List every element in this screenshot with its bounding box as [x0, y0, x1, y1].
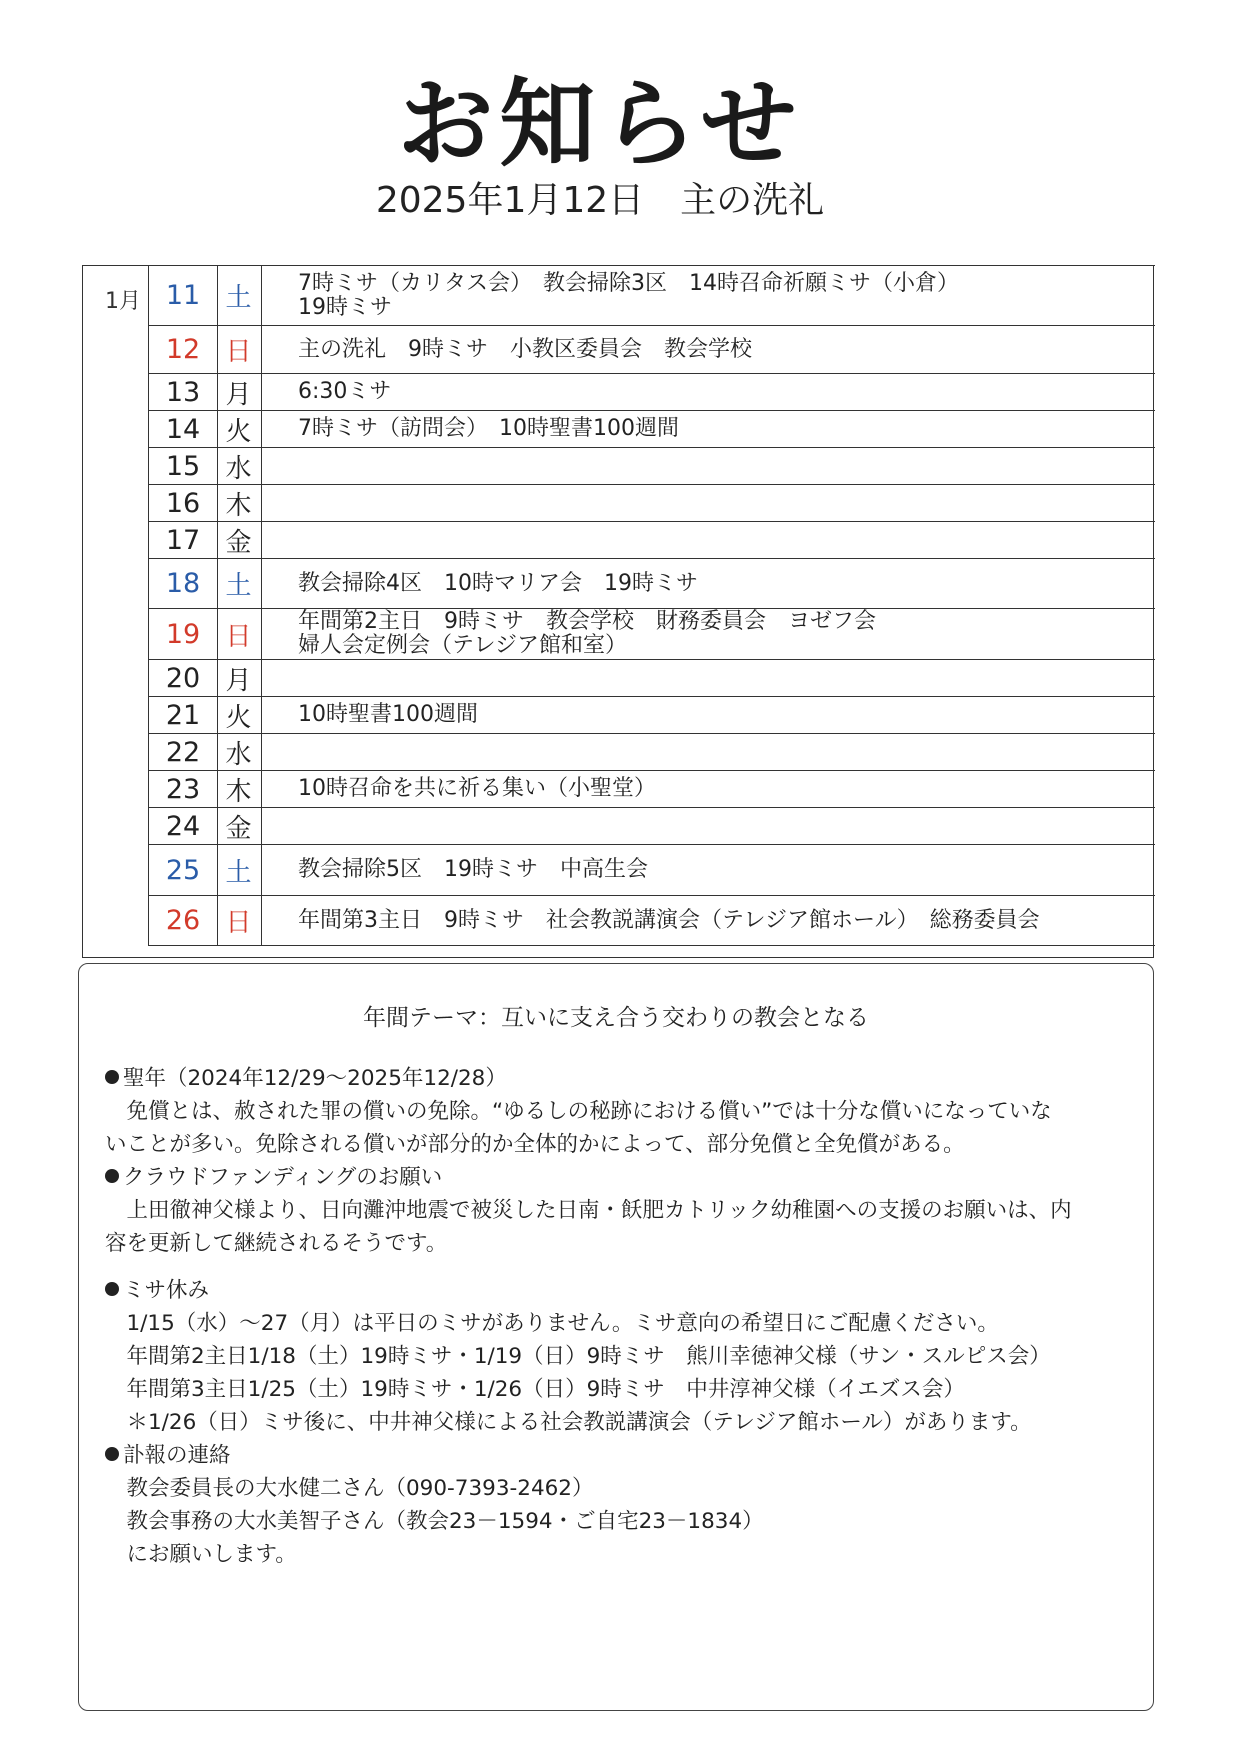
annual-theme: 年間テーマ：互いに支え合う交わりの教会となる	[363, 1005, 869, 1031]
weekday: 日	[216, 609, 262, 659]
schedule-row	[148, 521, 1155, 558]
bullet-icon	[105, 1070, 119, 1084]
event-text: 19時ミサ	[298, 294, 392, 320]
section-line: にお願いします。	[105, 1542, 297, 1567]
weekday: 土	[216, 266, 262, 325]
notice-section	[105, 1439, 1125, 1571]
notice-section	[105, 1274, 1125, 1439]
schedule-row	[148, 895, 1155, 946]
weekday: 金	[216, 522, 262, 558]
events-cell	[298, 266, 1145, 325]
page-title: お知らせ	[397, 68, 803, 180]
weekday: 月	[216, 374, 262, 410]
events-cell	[298, 522, 1145, 558]
bullet-icon	[105, 1282, 119, 1296]
day-number: 22	[148, 734, 218, 770]
notice-section	[105, 1161, 1125, 1274]
event-text: 10時聖書100週間	[298, 702, 478, 727]
event-text: 10時召命を共に祈る集い（小聖堂）	[298, 776, 656, 801]
day-number: 23	[148, 771, 218, 807]
events-cell	[298, 660, 1145, 696]
events-cell	[298, 771, 1145, 807]
schedule-row	[148, 325, 1155, 373]
schedule-row	[148, 807, 1155, 844]
event-text: 6:30ミサ	[298, 379, 392, 404]
schedule-row	[148, 659, 1155, 696]
day-number: 15	[148, 448, 218, 484]
event-text: 教会掃除5区 19時ミサ 中高生会	[298, 857, 648, 882]
schedule-row	[148, 484, 1155, 521]
weekday: 土	[216, 845, 262, 895]
section-line: 免償とは、赦された罪の償いの免除。“ゆるしの秘跡における償い”では十分な償いになっていな	[105, 1099, 1052, 1124]
section-heading-text: 聖年（2024年12/29～2025年12/28）	[123, 1066, 507, 1091]
schedule-row	[148, 608, 1155, 659]
notice-box	[78, 963, 1154, 1711]
day-number: 19	[148, 609, 218, 659]
schedule-row	[148, 447, 1155, 484]
events-cell	[298, 485, 1145, 521]
weekday: 水	[216, 734, 262, 770]
events-cell	[298, 448, 1145, 484]
day-number: 25	[148, 845, 218, 895]
weekday: 金	[216, 808, 262, 844]
weekday: 火	[216, 697, 262, 733]
events-cell	[298, 845, 1145, 895]
notice-section	[105, 1062, 1125, 1161]
page-subtitle: 2025年1月12日 主の洗礼	[375, 180, 825, 221]
bullet-icon	[105, 1447, 119, 1461]
section-heading	[105, 1062, 1125, 1095]
weekday: 火	[216, 411, 262, 447]
section-heading-text: クラウドファンディングのお願い	[123, 1165, 443, 1190]
event-text: 教会掃除4区 10時マリア会 19時ミサ	[298, 570, 698, 596]
day-number: 21	[148, 697, 218, 733]
events-cell	[298, 697, 1145, 733]
event-text: 7時ミサ（カリタス会） 教会掃除3区 14時召命祈願ミサ（小倉）	[298, 270, 959, 296]
schedule-row	[148, 558, 1155, 608]
day-number: 20	[148, 660, 218, 696]
day-number: 14	[148, 411, 218, 447]
day-number: 17	[148, 522, 218, 558]
events-cell	[298, 559, 1145, 608]
weekday: 日	[216, 896, 262, 945]
event-text: 年間第2主日 9時ミサ 教会学校 財務委員会 ヨゼフ会	[298, 609, 876, 634]
weekday: 日	[216, 326, 262, 373]
schedule-row	[148, 844, 1155, 895]
events-cell	[298, 374, 1145, 410]
section-line: 容を更新して継続されるそうです。	[105, 1231, 448, 1256]
weekday: 水	[216, 448, 262, 484]
schedule-row	[148, 373, 1155, 410]
weekday: 土	[216, 559, 262, 608]
section-line: いことが多い。免除される償いが部分的か全体的かによって、部分免償と全免償がある。	[105, 1132, 965, 1157]
event-text: 7時ミサ（訪問会） 10時聖書100週間	[298, 416, 679, 441]
schedule-row	[148, 265, 1155, 325]
event-text: 年間第3主日 9時ミサ 社会教説講演会（テレジア館ホール） 総務委員会	[298, 907, 1040, 933]
events-cell	[298, 808, 1145, 844]
section-line: ＊1/26（日）ミサ後に、中井神父様による社会教説講演会（テレジア館ホール）があります。	[105, 1410, 1032, 1435]
section-heading	[105, 1274, 1125, 1307]
section-heading	[105, 1161, 1125, 1194]
schedule-row	[148, 770, 1155, 807]
day-number: 18	[148, 559, 218, 608]
events-cell	[298, 896, 1145, 945]
events-cell	[298, 326, 1145, 373]
weekday: 木	[216, 485, 262, 521]
bullet-icon	[105, 1169, 119, 1183]
section-heading	[105, 1439, 1125, 1472]
section-line: 年間第3主日1/25（土）19時ミサ・1/26（日）9時ミサ 中井淳神父様（イエズス会）	[105, 1377, 965, 1402]
day-number: 11	[148, 266, 218, 325]
event-text: 主の洗礼 9時ミサ 小教区委員会 教会学校	[298, 336, 752, 362]
day-number: 24	[148, 808, 218, 844]
section-line: 教会事務の大水美智子さん（教会23－1594・ご自宅23－1834）	[105, 1509, 764, 1534]
schedule-row	[148, 410, 1155, 447]
event-text: 婦人会定例会（テレジア館和室）	[298, 633, 628, 658]
weekday: 木	[216, 771, 262, 807]
events-cell	[298, 411, 1145, 447]
section-line: 教会委員長の大水健二さん（090-7393-2462）	[105, 1476, 594, 1501]
section-spacer	[105, 1260, 1125, 1274]
schedule-row	[148, 733, 1155, 770]
weekday: 月	[216, 660, 262, 696]
section-line: 1/15（水）～27（月）は平日のミサがありません。ミサ意向の希望日にご配慮ください。	[105, 1311, 999, 1336]
month-label: 1月	[105, 289, 141, 314]
notice-body	[105, 1062, 1125, 1571]
schedule-row	[148, 696, 1155, 733]
events-cell	[298, 734, 1145, 770]
day-number: 16	[148, 485, 218, 521]
day-number: 13	[148, 374, 218, 410]
schedule-table	[82, 265, 1154, 958]
events-cell	[298, 609, 1145, 659]
section-line: 年間第2主日1/18（土）19時ミサ・1/19（日）9時ミサ 熊川幸徳神父様（サン・スルピス会）	[105, 1344, 1051, 1369]
day-number: 26	[148, 896, 218, 945]
section-heading-text: ミサ休み	[123, 1278, 210, 1303]
day-number: 12	[148, 326, 218, 373]
section-heading-text: 訃報の連絡	[123, 1443, 231, 1468]
section-line: 上田徹神父様より、日向灘沖地震で被災した日南・飫肥カトリック幼稚園への支援のお願いは、内	[105, 1198, 1072, 1223]
